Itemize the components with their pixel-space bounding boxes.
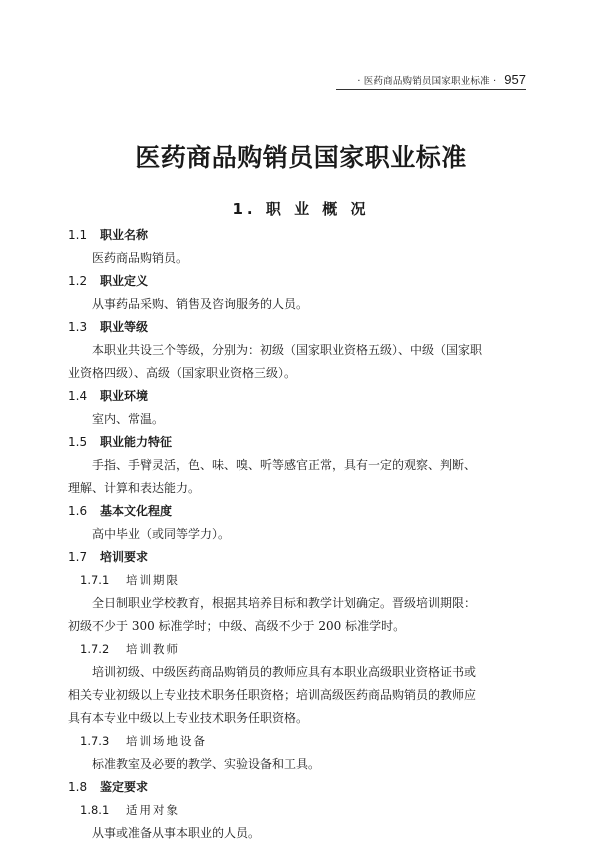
section-text: 医药商品购销员。	[92, 251, 189, 265]
subsection-number: 1.7.1	[80, 573, 110, 587]
subsection-text-line: 全日制职业学校教育，根据其培养目标和教学计划确定。晋级培训期限：	[92, 596, 477, 610]
section-label: 职业名称	[100, 228, 149, 242]
subsection-heading	[68, 569, 536, 592]
subsection-text: 从事或准备从事本职业的人员。	[92, 826, 261, 840]
subsection-text-line: 初级不少于 300 标准学时；中级、高级不少于 200 标准学时。	[68, 619, 406, 633]
section-number: 1.1	[68, 228, 88, 242]
section-number: 1.7	[68, 550, 88, 564]
subsection-number: 1.8.1	[80, 803, 110, 817]
section-heading	[68, 546, 536, 569]
section-number: 1.2	[68, 274, 88, 288]
section-label: 基本文化程度	[100, 504, 173, 518]
subsection-label: 适用对象	[126, 803, 180, 817]
subsection-label: 培训场地设备	[126, 734, 207, 748]
running-header	[336, 68, 526, 90]
document-title: 医药商品购销员国家职业标准	[135, 143, 467, 172]
subsection-text-line: 相关专业初级以上专业技术职务任职资格；培训高级医药商品购销员的教师应	[68, 688, 477, 702]
section-label: 职业能力特征	[100, 435, 173, 449]
subsection-heading	[68, 638, 536, 661]
section-label: 职业环境	[100, 389, 149, 403]
subsection-text-line: 具有本专业中级以上专业技术职务任职资格。	[68, 711, 309, 725]
page-number: 957	[504, 72, 526, 87]
section-text: 室内、常温。	[92, 412, 165, 426]
section-label: 鉴定要求	[100, 780, 149, 794]
subsection-label: 培训教师	[126, 642, 180, 656]
section-text-line: 手指、手臂灵活，色、味、嗅、听等感官正常，具有一定的观察、判断、	[92, 458, 477, 472]
subsection-heading	[68, 730, 536, 753]
section-label: 职业定义	[100, 274, 149, 288]
section-heading	[68, 224, 536, 247]
section-number: 1.3	[68, 320, 88, 334]
section-heading	[68, 500, 536, 523]
subsection-number: 1.7.2	[80, 642, 110, 656]
section-heading	[68, 270, 536, 293]
section-number: 1.6	[68, 504, 88, 518]
running-title: · 医药商品购销员国家职业标准 ·	[357, 75, 497, 87]
section-text-line: 本职业共设三个等级，分别为：初级（国家职业资格五级）、中级（国家职	[92, 343, 483, 357]
section-heading	[68, 431, 536, 454]
chapter-title: 1. 职 业 概 况	[232, 200, 370, 218]
section-heading	[68, 316, 536, 339]
section-text: 从事药品采购、销售及咨询服务的人员。	[92, 297, 309, 311]
section-number: 1.8	[68, 780, 88, 794]
section-label: 培训要求	[100, 550, 149, 564]
section-number: 1.4	[68, 389, 88, 403]
section-label: 职业等级	[100, 320, 149, 334]
section-number: 1.5	[68, 435, 88, 449]
subsection-text-line: 培训初级、中级医药商品购销员的教师应具有本职业高级职业资格证书或	[92, 665, 477, 679]
subsection-text: 标准教室及必要的教学、实验设备和工具。	[92, 757, 321, 771]
section-text: 高中毕业（或同等学力）。	[92, 527, 231, 541]
section-heading	[68, 385, 536, 408]
subsection-label: 培训期限	[126, 573, 180, 587]
section-text-line: 理解、计算和表达能力。	[68, 481, 201, 495]
section-text-line: 业资格四级）、高级（国家职业资格三级）。	[68, 366, 297, 380]
subsection-number: 1.7.3	[80, 734, 110, 748]
document-body	[68, 224, 536, 845]
subsection-heading	[68, 799, 536, 822]
section-heading	[68, 776, 536, 799]
